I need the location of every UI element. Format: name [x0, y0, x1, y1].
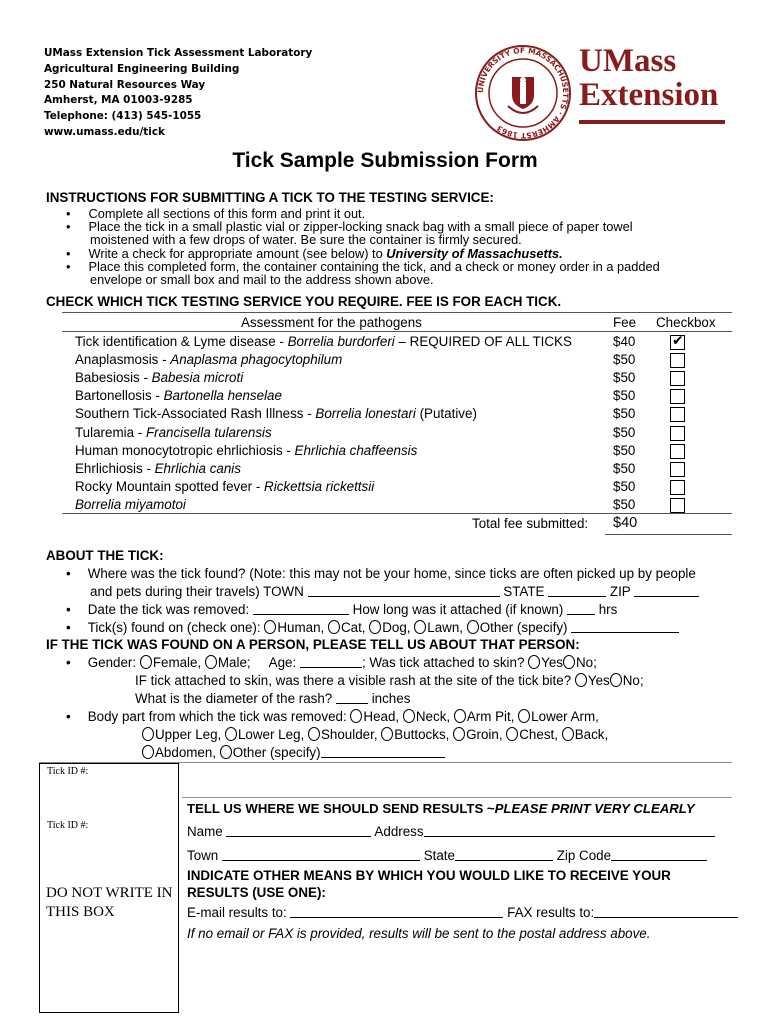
instruction-2-cont: moistened with a few drops of water. Be sure the container is firmly secured.	[90, 232, 522, 248]
tick-found-question: • Where was the tick found? (Note: this may not be your home, since ticks are often picked up by people	[66, 566, 696, 581]
instruction-1: Complete all sections of this form and print it out.	[88, 206, 366, 221]
service-row-label: Babesiosis - Babesia microti	[75, 370, 244, 386]
umass-seal-icon	[474, 44, 572, 142]
service-checkbox[interactable]	[670, 444, 685, 459]
results-zip-field[interactable]	[611, 848, 707, 861]
instruction-4: Place this completed form, the container containing the tick, and a check or money order in a padded	[88, 258, 660, 274]
bullet-dot: •	[66, 602, 71, 617]
state-field[interactable]	[548, 584, 606, 597]
body-part-row-1: • Body part from which the tick was removed: Head, Neck, Arm Pit, Lower Arm,	[66, 709, 599, 724]
office-box-top-rule	[39, 762, 732, 763]
radio-dog[interactable]	[369, 620, 381, 634]
address-line: Agricultural Engineering Building	[44, 62, 240, 75]
found-on-row: • Tick(s) found on (check one): Human, Cat, Dog, Lawn, Other (specify)	[66, 620, 679, 635]
town-field[interactable]	[308, 584, 500, 597]
rash-diameter-row: What is the diameter of the rash? inches	[135, 691, 411, 706]
radio-shoulder[interactable]	[308, 727, 320, 741]
service-fee: $50	[613, 424, 636, 440]
email-fax-row: E-mail results to: FAX results to:	[187, 905, 738, 920]
instruction-3-payee: University of Massachusetts.	[386, 245, 563, 261]
service-fee: $50	[613, 370, 636, 386]
results-name-field[interactable]	[226, 824, 371, 837]
date-removed-field[interactable]	[253, 602, 349, 615]
instruction-3: Write a check for appropriate amount (see below) to	[88, 245, 387, 261]
radio-upperleg[interactable]	[142, 727, 154, 741]
results-name-row: Name Address	[187, 824, 715, 839]
radio-human[interactable]	[264, 620, 276, 634]
bullet-dot: •	[66, 709, 71, 724]
col-checkbox-header: Checkbox	[656, 315, 716, 330]
radio-lowerarm[interactable]	[518, 709, 530, 723]
radio-buttocks[interactable]	[381, 727, 393, 741]
radio-other[interactable]	[467, 620, 479, 634]
radio-male[interactable]	[205, 655, 217, 669]
tick-found-location-row: and pets during their travels) TOWN STATE ZIP	[90, 584, 699, 599]
radio-attached-no[interactable]	[563, 655, 575, 669]
total-fee-value: $40	[613, 515, 638, 531]
rash-row: IF tick attached to skin, was there a visible rash at the site of the tick bite? Yes No;	[135, 673, 644, 688]
radio-armpit[interactable]	[454, 709, 466, 723]
service-row-label: Tick identification & Lyme disease - Borrelia burdorferi – REQUIRED OF ALL TICKS	[75, 334, 572, 349]
service-checkbox[interactable]	[670, 426, 685, 441]
age-field[interactable]	[300, 655, 362, 668]
service-fee: $50	[613, 478, 636, 494]
service-fee: $50	[613, 496, 636, 512]
instruction-2: Place the tick in a small plastic vial or zipper-locking snack bag with a small piece of paper towel	[88, 219, 633, 235]
radio-groin[interactable]	[453, 727, 465, 741]
service-fee: $50	[613, 460, 636, 476]
other-specify-field[interactable]	[571, 620, 679, 633]
instructions-heading: INSTRUCTIONS FOR SUBMITTING A TICK TO THE TESTING SERVICE:	[46, 190, 494, 205]
radio-neck[interactable]	[403, 709, 415, 723]
service-row-label: Southern Tick-Associated Rash Illness - Borrelia lonestari (Putative)	[75, 406, 477, 422]
body-part-row-2: Upper Leg, Lower Leg, Shoulder, Buttocks, Groin, Chest, Back,	[142, 727, 608, 742]
total-fee-rule	[605, 534, 732, 535]
logo-extension: Extension	[579, 77, 719, 113]
radio-chest[interactable]	[506, 727, 518, 741]
note-label: Note	[253, 566, 282, 581]
lab-address	[44, 46, 312, 141]
services-heading: CHECK WHICH TICK TESTING SERVICE YOU REQUIRE. FEE IS FOR EACH TICK.	[46, 294, 562, 309]
bullet-dot: •	[66, 620, 71, 635]
service-checkbox[interactable]	[670, 371, 685, 386]
service-checkbox[interactable]	[670, 462, 685, 477]
radio-lawn[interactable]	[414, 620, 426, 634]
radio-lowerleg[interactable]	[225, 727, 237, 741]
table-header-rule	[62, 331, 732, 332]
service-row-label: Rocky Mountain spotted fever - Rickettsia rickettsii	[75, 478, 375, 494]
zip-field[interactable]	[634, 584, 699, 597]
logo-umass: UMass	[579, 43, 677, 79]
hours-attached-field[interactable]	[567, 602, 595, 615]
service-fee: $50	[613, 442, 636, 458]
results-heading: TELL US WHERE WE SHOULD SEND RESULTS ~PLEASE PRINT VERY CLEARLY	[187, 801, 695, 816]
service-checkbox[interactable]	[670, 407, 685, 422]
bullet-dot: •	[66, 258, 71, 274]
table-bottom-rule	[62, 513, 732, 514]
bullet-dot: •	[66, 219, 71, 235]
radio-back[interactable]	[562, 727, 574, 741]
instructions-list	[66, 207, 660, 286]
page-title: Tick Sample Submission Form	[232, 149, 538, 172]
radio-body-other[interactable]	[220, 745, 232, 759]
gender-row: • Gender: Female, Male; Age: ; Was tick attached to skin? Yes No;	[66, 655, 597, 670]
service-checkbox[interactable]	[670, 353, 685, 368]
bullet-dot: •	[66, 245, 71, 261]
instruction-4-cont: envelope or small box and mail to the address shown above.	[90, 272, 434, 288]
service-row-label: Borrelia miyamotoi	[75, 496, 186, 512]
results-state-field[interactable]	[455, 848, 553, 861]
service-checkbox[interactable]	[670, 498, 685, 513]
address-line: UMass Extension Tick Assessment Laboratory	[44, 47, 313, 59]
seal-text: UNIVERSITY OF MASSACHUSETTS · AMHERST 1863	[475, 45, 571, 141]
rash-diameter-field[interactable]	[336, 691, 368, 704]
body-part-row-3: Abdomen, Other (specify)	[142, 745, 445, 760]
radio-head[interactable]	[350, 709, 362, 723]
radio-attached-yes[interactable]	[528, 655, 540, 669]
other-means-heading: INDICATE OTHER MEANS BY WHICH YOU WOULD LIKE TO RECEIVE YOUR RESULTS (USE ONE):	[187, 868, 671, 900]
body-other-field[interactable]	[321, 745, 445, 758]
bullet-dot: •	[66, 206, 71, 221]
results-address-field[interactable]	[424, 824, 715, 837]
service-fee: $50	[613, 352, 636, 368]
service-fee: $50	[613, 388, 636, 404]
do-not-write-notice: DO NOT WRITE IN THIS BOX	[46, 885, 173, 920]
address-line: 250 Natural Resources Way	[44, 78, 206, 91]
table-top-rule	[62, 312, 732, 313]
results-note: If no email or FAX is provided, results will be sent to the postal address above.	[187, 926, 651, 941]
col-fee-header: Fee	[613, 315, 637, 330]
service-row-label: Bartonellosis - Bartonella henselae	[75, 388, 282, 404]
service-fee: $40	[613, 334, 636, 349]
check-mark-icon: ✔	[672, 333, 684, 349]
address-line: www.umass.edu/tick	[44, 125, 165, 138]
address-line: Telephone: (413) 545-1055	[44, 110, 202, 123]
fax-field[interactable]	[594, 905, 738, 918]
radio-rash-no[interactable]	[610, 673, 622, 687]
tick-id-label-1: Tick ID #:	[47, 766, 89, 777]
results-top-rule	[182, 797, 732, 798]
date-removed-row: • Date the tick was removed: How long was it attached (if known) hrs	[66, 602, 618, 617]
radio-cat[interactable]	[328, 620, 340, 634]
email-field[interactable]	[290, 905, 503, 918]
service-fee: $50	[613, 406, 636, 422]
bullet-dot: •	[66, 655, 71, 670]
service-row-label: Ehrlichiosis - Ehrlichia canis	[75, 460, 241, 476]
logo-underline	[579, 120, 725, 124]
results-town-row: Town State Zip Code	[187, 848, 707, 863]
about-tick-heading: ABOUT THE TICK:	[46, 548, 164, 563]
service-checkbox[interactable]	[670, 389, 685, 404]
radio-abdomen[interactable]	[142, 745, 154, 759]
person-heading: IF THE TICK WAS FOUND ON A PERSON, PLEASE TELL US ABOUT THAT PERSON:	[46, 637, 580, 652]
col-assessment-header: Assessment for the pathogens	[241, 315, 422, 330]
service-checkbox[interactable]	[670, 480, 685, 495]
radio-female[interactable]	[140, 655, 152, 669]
bullet-dot: •	[66, 566, 71, 581]
radio-rash-yes[interactable]	[575, 673, 587, 687]
service-row-label: Anaplasmosis - Anaplasma phagocytophilum	[75, 352, 343, 368]
total-fee-label: Total fee submitted:	[472, 516, 589, 531]
service-row-label: Human monocytotropic ehrlichiosis - Ehrlichia chaffeensis	[75, 442, 418, 458]
address-line: Amherst, MA 01003-9285	[44, 94, 193, 107]
tick-id-label-2: Tick ID #:	[47, 820, 89, 831]
results-town-field[interactable]	[222, 848, 420, 861]
service-checkbox[interactable]	[670, 335, 685, 350]
umass-extension-logo	[579, 44, 718, 112]
service-row-label: Tularemia - Francisella tularensis	[75, 424, 272, 440]
